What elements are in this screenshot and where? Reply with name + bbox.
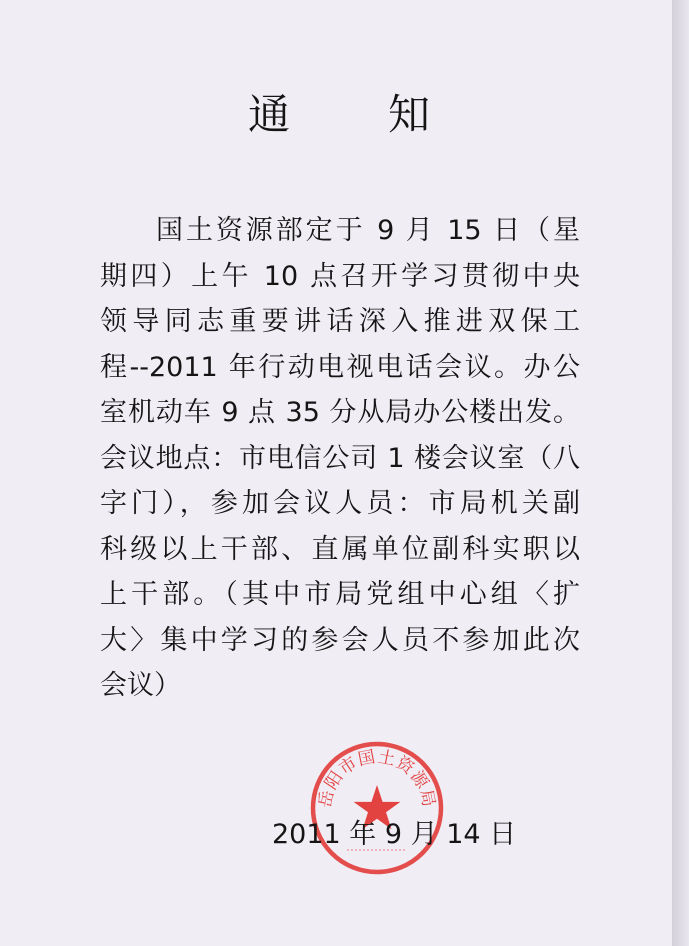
- body-line: 科级以上干部、直属单位副科实职以: [100, 533, 580, 565]
- body-line: 上干部。（其中市局党组中心组〈扩: [100, 579, 580, 610]
- notice-body: [100, 208, 580, 709]
- title-char-1: 通: [247, 90, 290, 139]
- svg-text:岳阳市国土资源局: 岳阳市国土资源局: [315, 746, 439, 810]
- title-char-2: 知: [387, 90, 430, 139]
- body-line: 大〉集中学习的参会人员不参加此次: [100, 624, 580, 656]
- body-line: 程--2011 年行动电视电话会议。办公: [100, 351, 580, 383]
- body-line: 室机动车 9 点 35 分从局办公楼出发。: [100, 397, 580, 428]
- body-line: 字门），参加会议人员：市局机关副: [100, 488, 580, 519]
- body-line: 会议）: [100, 670, 181, 701]
- page-edge: [672, 0, 689, 946]
- official-seal: [307, 738, 447, 878]
- body-line: 会议地点：市电信公司 1 楼会议室（八: [100, 442, 580, 474]
- notice-title: [244, 90, 434, 140]
- body-line: 期四）上午 10 点召开学习贯彻中央: [100, 260, 580, 292]
- body-line: 领导同志重要讲话深入推进双保工: [100, 306, 580, 337]
- issue-date: 2011 年 9 月 14 日: [272, 819, 517, 850]
- body-line: 国土资源部定于 9 月 15 日（星: [156, 215, 580, 246]
